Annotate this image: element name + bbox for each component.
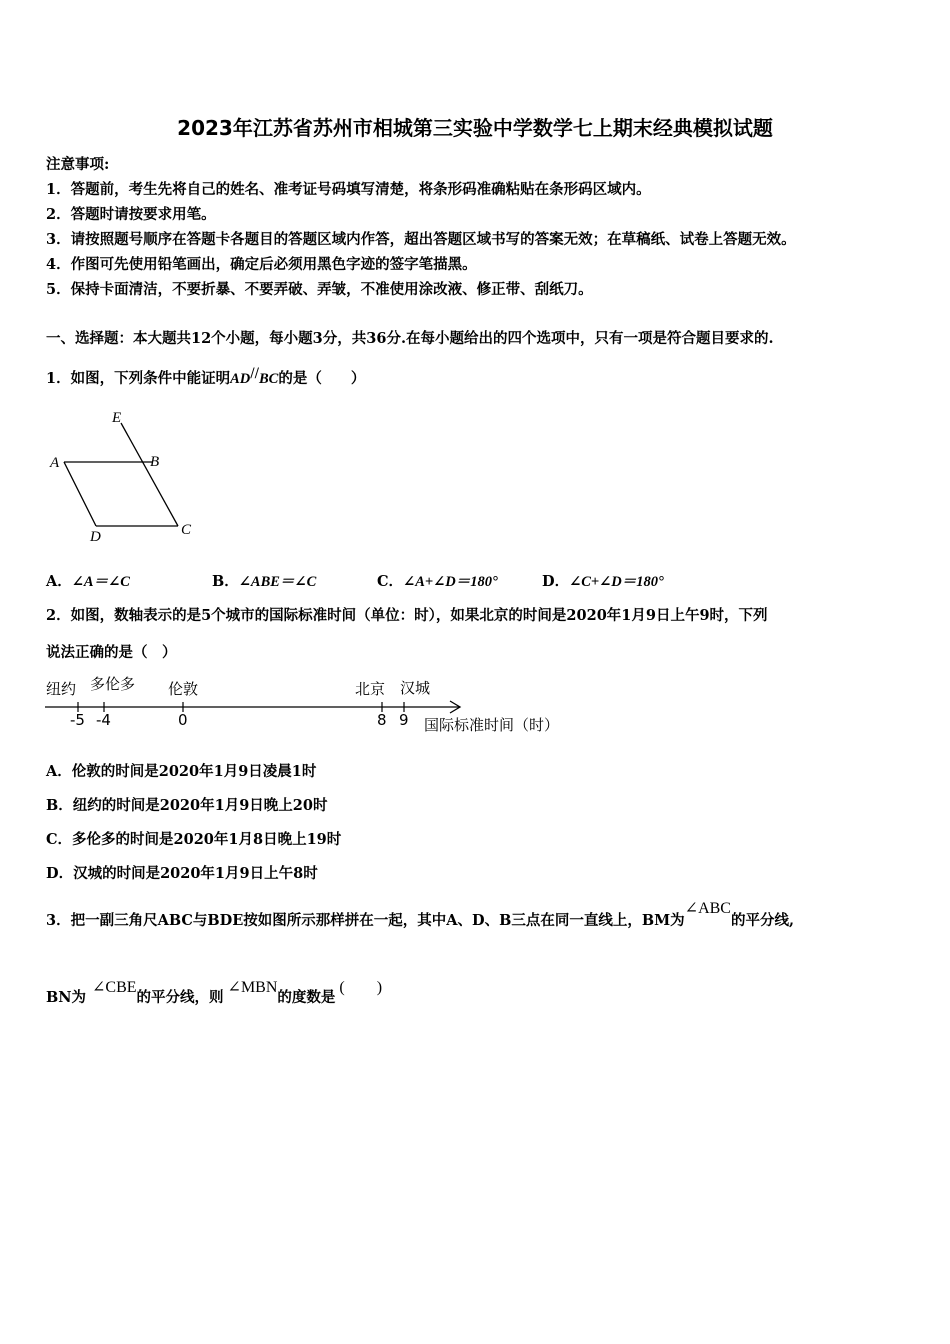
notice-item: 2．答题时请按要求用笔。 [46,206,216,223]
question-3-stem-line1: 3．把一副三角尺ABC与BDE按如图所示那样拼在一起，其中A、D、B三点在同一直线上，BM为∠ABC的平分线, [46,900,795,929]
angle-mbn: ∠MBN [227,979,278,996]
city-label: 汉城 [400,679,431,697]
q1-bc: BC [259,370,279,387]
notice-item: 3．请按照题号顺序在答题卡各题目的答题区域内作答，超出答题区域书写的答案无效；在草稿纸、试卷上答题无效。 [46,231,796,248]
q1-ad: AD [230,370,251,387]
answer-blank: ( ) [339,979,383,996]
tick-value: 9 [399,711,409,729]
angle-abc: ∠ABC [684,900,731,917]
angle-cbe: ∠CBE [92,979,137,996]
number-line-figure [40,670,600,745]
page-title: 2023年江苏省苏州市相城第三实验中学数学七上期末经典模拟试题 [177,116,773,140]
city-label: 多伦多 [90,675,136,693]
parallelogram-figure [44,405,204,550]
label-e: E [112,410,122,426]
q2-option-a: A．伦敦的时间是2020年1月9日凌晨1时 [46,763,317,780]
question-3-stem-line2: BN为∠CBE的平分线，则∠MBN的度数是( ) [46,979,383,1006]
q1-option-d: D．∠C+∠D＝180° [542,573,664,590]
q2-option-b: B．纽约的时间是2020年1月9日晚上20时 [46,797,328,814]
question-1-stem [46,366,365,388]
segment-ad [64,462,96,526]
q1-option-c: C．∠A+∠D＝180° [377,573,498,590]
q1-prefix: 1．如图，下列条件中能证明 [46,369,231,387]
tick-value: -4 [96,711,111,729]
tick-value: -5 [70,711,85,729]
tick-value: 8 [377,711,387,729]
city-label: 北京 [355,680,386,698]
notice-item: 4．作图可先使用铅笔画出，确定后必须用黑色字迹的签字笔描黑。 [46,256,477,273]
label-d: D [90,529,101,545]
question-2-stem-line1: 2．如图，数轴表示的是5个城市的国际标准时间（单位：时），如果北京的时间是2020年1月9日上午9时，下列 [46,607,768,624]
segment-ec [121,423,178,526]
tick-value: 0 [178,711,188,729]
label-a: A [50,455,60,471]
q2-option-c: C．多伦多的时间是2020年1月8日晚上19时 [46,831,342,848]
axis-caption: 国际标准时间（时） [424,716,560,734]
question-2-stem-line2: 说法正确的是（ ） [46,644,177,661]
label-c: C [181,522,192,538]
city-label: 伦敦 [168,680,199,698]
notice-item: 1．答题前，考生先将自己的姓名、准考证号码填写清楚，将条形码准确粘贴在条形码区域内。 [46,181,651,198]
city-label: 纽约 [46,680,77,698]
parallel-symbol: // [250,366,260,381]
label-b: B [150,454,160,470]
q1-suffix: 的是（ ） [278,369,366,387]
notice-heading: 注意事项: [46,156,110,173]
notice-item: 5．保持卡面清洁，不要折暴、不要弄破、弄皱，不准使用涂改液、修正带、刮纸刀。 [46,281,593,298]
q2-option-d: D．汉城的时间是2020年1月9日上午8时 [46,865,318,882]
section-heading: 一、选择题：本大题共12个小题，每小题3分，共36分.在每小题给出的四个选项中，只有一项是符合题目要求的. [46,330,774,347]
q1-option-a: A．∠A＝∠C [46,573,130,590]
q1-option-b: B．∠ABE＝∠C [212,573,317,590]
